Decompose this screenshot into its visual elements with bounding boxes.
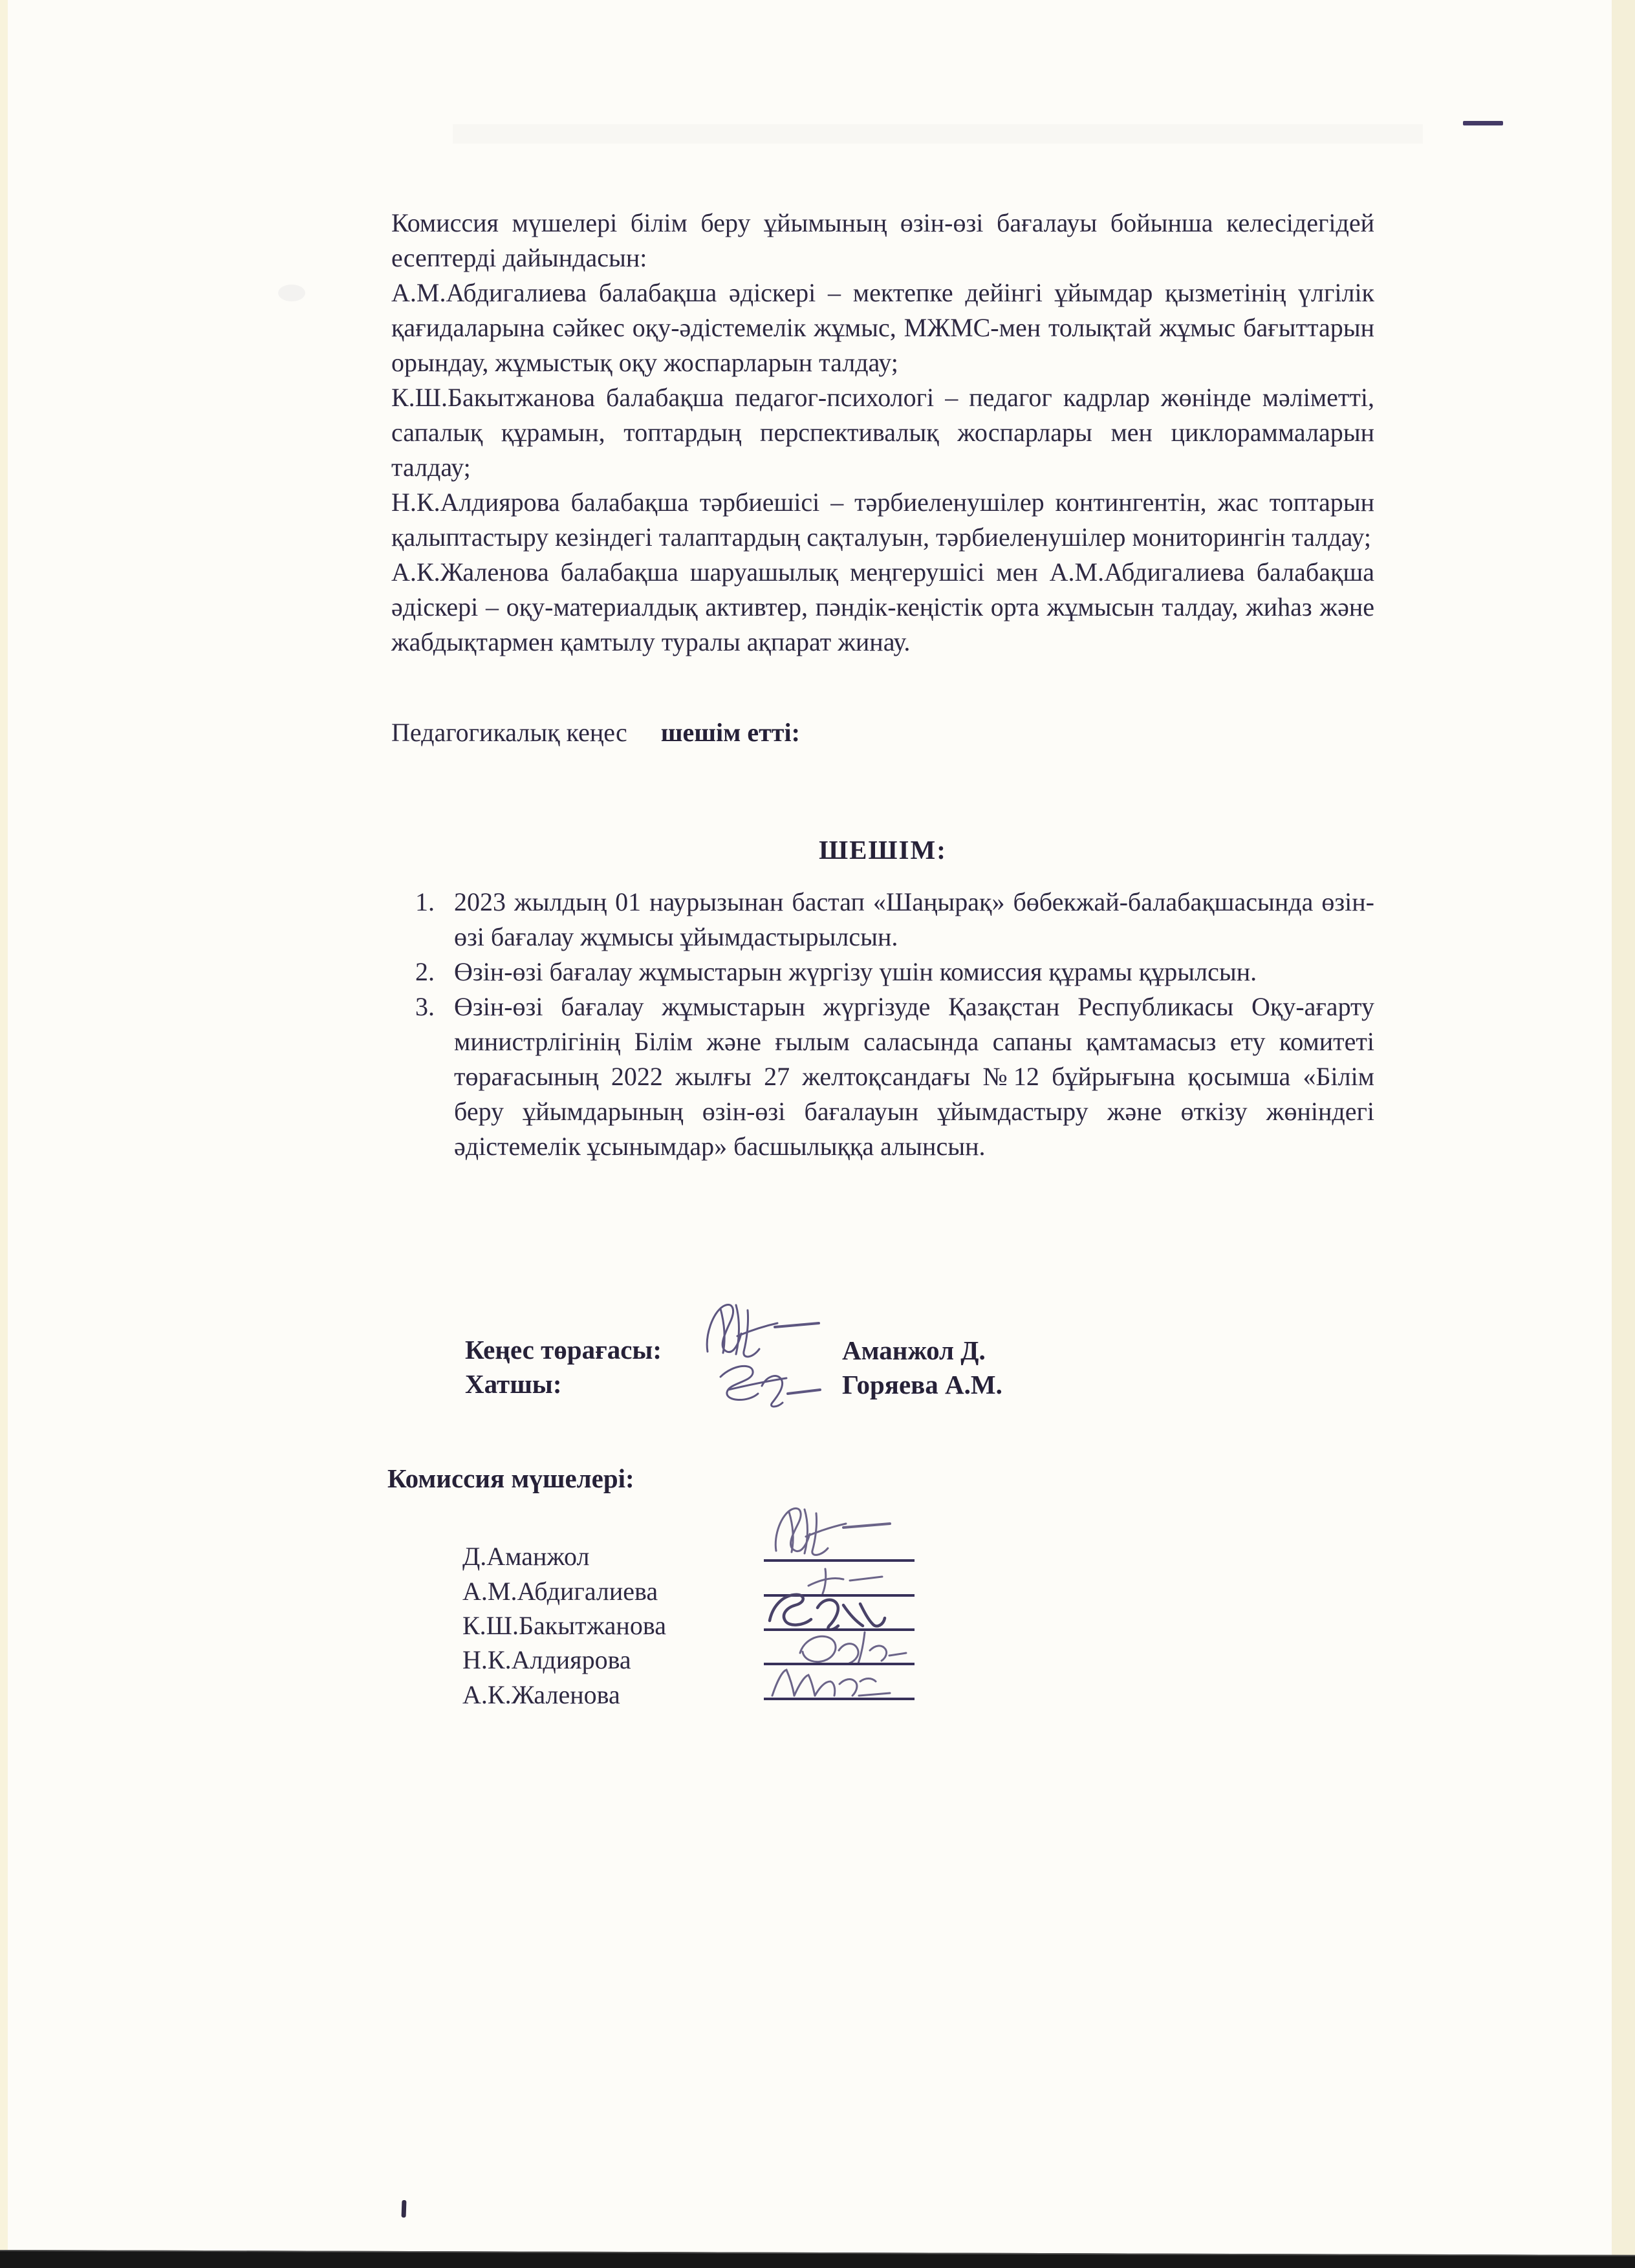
assignment-paragraph-1: А.М.Абдигалиева балабақша әдіскері – мектепке дейінгі ұйымдар қызметінің үлгілік қағидаларына сәйкес оқу-әдістемелік жұмыс, МЖМС-мен толықтай жұмыс бағыттарын орындау, жұмыстық оқу жоспарларын талдау; [391, 278, 1374, 377]
chairman-signature-icon [698, 1301, 828, 1363]
resolution-item-1 [415, 885, 1374, 955]
member-name-5: А.К.Жаленова [462, 1680, 620, 1709]
member-signature-icon-1 [763, 1506, 918, 1561]
secretary-signature-icon [705, 1360, 828, 1409]
assignment-paragraph-4: А.К.Жаленова балабақша шаруашылық меңгерушісі мен А.М.Абдигалиева балабақша әдіскері – оқу-материалдық активтер, пәндік-кеңістік орта жұмысын талдау, жиһаз және жабдықтармен қамтылу туралы ақпарат жинау. [391, 557, 1374, 656]
council-line-decision: шешім етті: [660, 718, 800, 747]
member-signature-icon-5 [763, 1662, 902, 1700]
resolution-heading: ШЕШІМ: [819, 835, 947, 865]
member-name-2: А.М.Абдигалиева [462, 1577, 658, 1606]
assignment-paragraph-2: К.Ш.Бакытжанова балабақша педагог-психологі – педагог кадрлар жөнінде мәліметті, сапалық құрамын, топтардың перспективалық жоспарлары мен циклораммаларын талдау; [391, 383, 1374, 482]
intro-paragraph: Комиссия мүшелері білім беру ұйымының өзін-өзі бағалауы бойынша келесідегідей есептерді дайындасын: [391, 208, 1374, 272]
member-name-3: К.Ш.Бакытжанова [462, 1611, 666, 1640]
scan-stray-mark [402, 2200, 407, 2218]
council-line-prefix: Педагогикалық кеңес [391, 718, 627, 747]
council-decision-line [391, 715, 1374, 750]
member-signature-icon-3 [763, 1591, 905, 1630]
scan-stray-dash [1463, 121, 1503, 125]
chairman-label: Кеңес төрағасы: [465, 1335, 662, 1365]
secretary-name: Горяева А.М. [842, 1370, 1002, 1399]
chairman-name: Аманжол Д. [842, 1335, 986, 1365]
item-number: 1. [415, 887, 435, 916]
scan-edge-strip-right [1612, 0, 1635, 2268]
commission-heading: Комиссия мүшелері: [387, 1463, 634, 1493]
assignment-paragraph-3: Н.К.Алдиярова балабақша тәрбиешісі – тәрбиеленушілер контингентін, жас топтарын қалыптастыру кезіндегі талаптардың сақталуын, тәрбиеленушілер мониторингін талдау; [391, 488, 1374, 552]
scan-bottom-band [0, 2250, 1635, 2268]
secretary-label: Хатшы: [465, 1369, 562, 1399]
scan-edge-strip-left [0, 0, 8, 2268]
resolution-item-2 [415, 955, 1374, 989]
item-text: Өзін-өзі бағалау жұмыстарын жүргізу үшін комиссия құрамы құрылсын. [454, 957, 1257, 986]
member-signature-icon-2 [796, 1564, 893, 1595]
item-text: Өзін-өзі бағалау жұмыстарын жүргізуде Қазақстан Республикасы Оқу-ағарту министрлігінің Білім және ғылым саласында сапаны қамтамасыз ету комитеті төрағасының 2022 жылғы 27 желтоқсандағы №12 бұйрығына қосымша «Білім беру ұйымдарының өзін-өзі бағалауын ұйымдастыру және өткізу жөніндегі әдістемелік ұсынымдар» басшылыққа алынсын. [454, 992, 1374, 1161]
resolution-item-3 [415, 989, 1374, 1164]
resolution-list [415, 885, 1374, 1164]
item-number: 3. [415, 992, 435, 1021]
member-signature-line-5 [764, 1698, 915, 1700]
scan-smudge [278, 285, 305, 301]
member-signature-icon-4 [786, 1627, 912, 1665]
scan-smudge [453, 124, 1423, 144]
document-body [391, 206, 1374, 660]
member-name-1: Д.Аманжол [462, 1542, 590, 1571]
item-number: 2. [415, 957, 435, 986]
member-signature-line-1 [764, 1559, 915, 1562]
item-text: 2023 жылдың 01 наурызынан бастап «Шаңырақ» бөбекжай-балабақшасында өзін-өзі бағалау жұмысы ұйымдастырылсын. [454, 887, 1374, 951]
member-name-4: Н.К.Алдиярова [462, 1645, 631, 1674]
